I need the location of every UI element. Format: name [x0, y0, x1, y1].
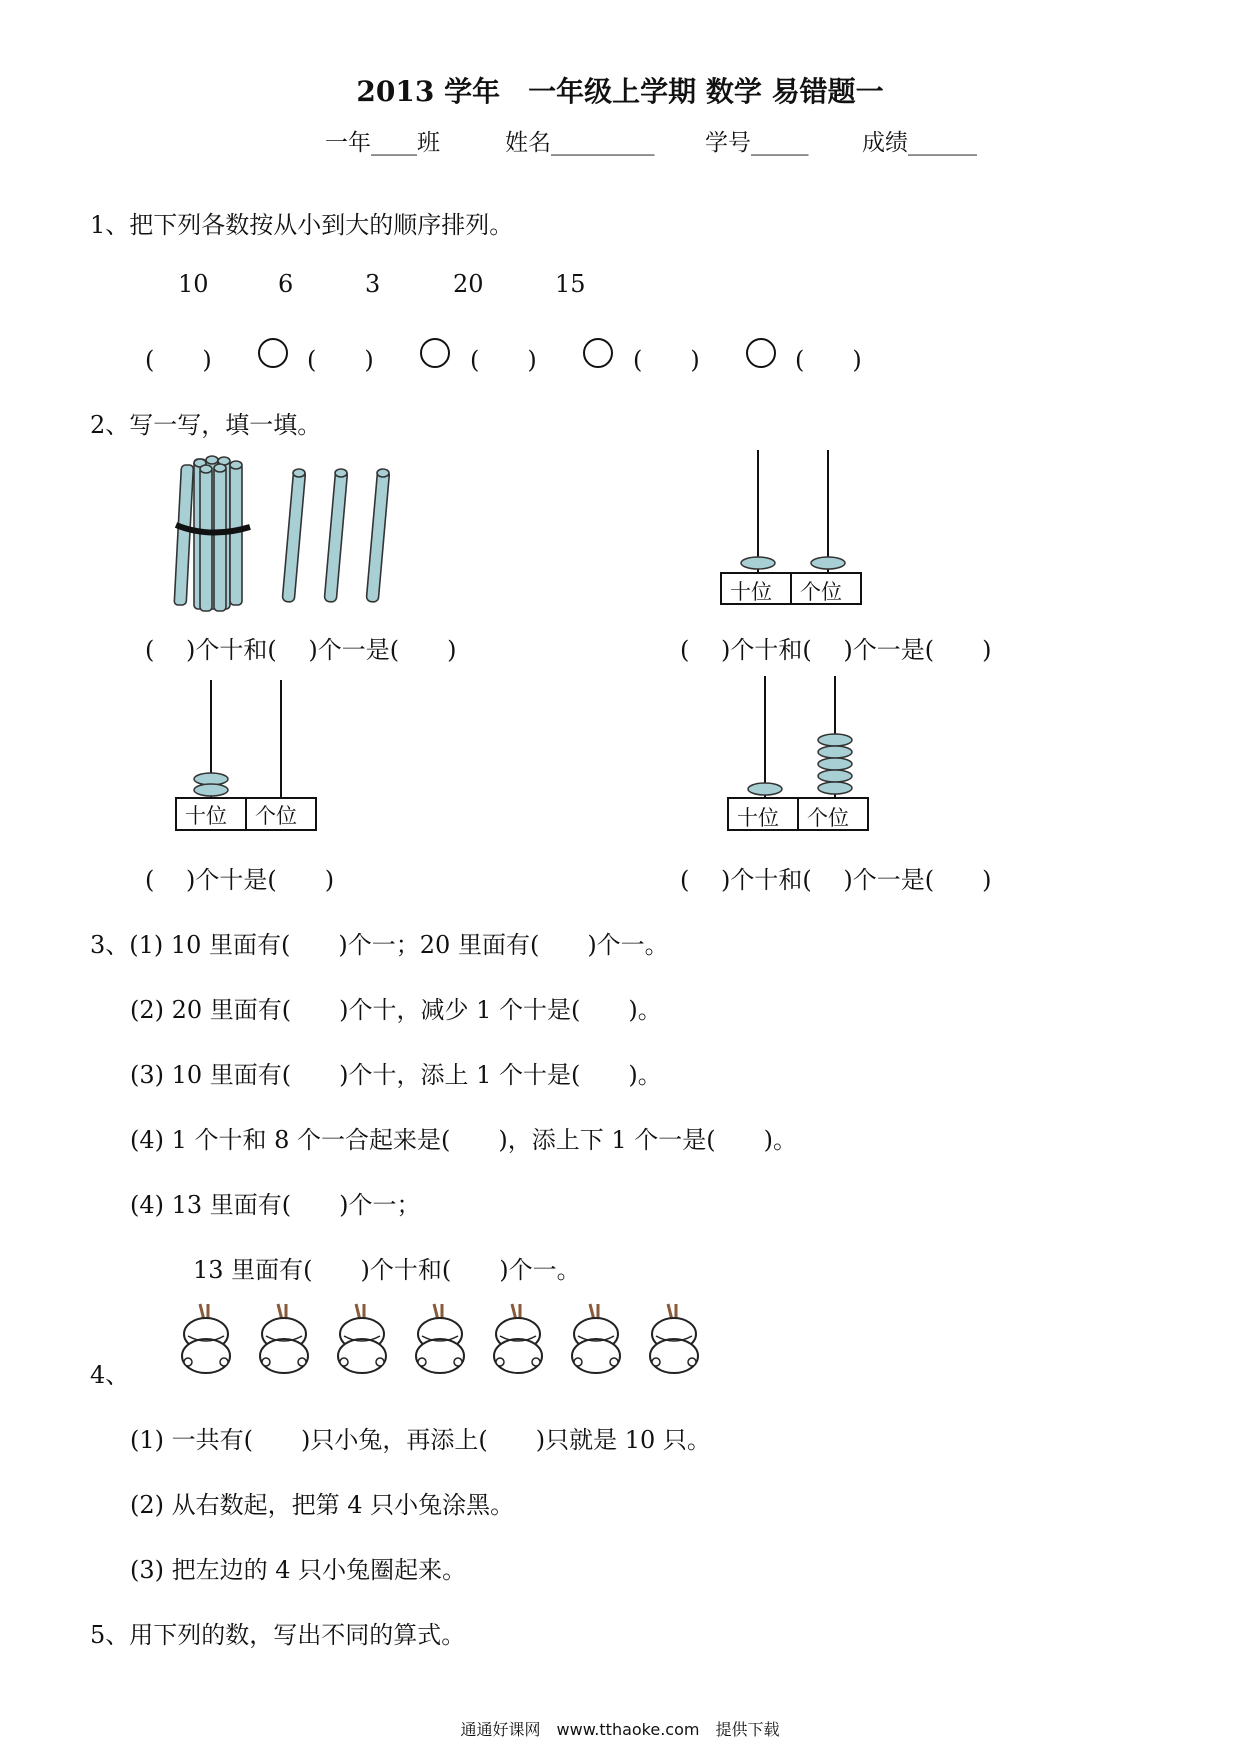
- q1-blank[interactable]: ( ): [795, 346, 862, 374]
- comparison-circle[interactable]: [583, 338, 613, 368]
- q1-number: 3: [365, 270, 381, 298]
- q1-blank[interactable]: ( ): [470, 346, 537, 374]
- class-field-label: 一年____班: [325, 130, 440, 156]
- q2-answer-line-d[interactable]: ( )个十和( )个一是( ): [680, 866, 992, 894]
- q2-prompt: 2、写一写，填一填。: [90, 411, 322, 439]
- q4-line-3: (3) 把左边的 4 只小兔圈起来。: [130, 1556, 467, 1584]
- comparison-circle[interactable]: [746, 338, 776, 368]
- q4-line-1[interactable]: (1) 一共有( )只小兔，再添上( )只就是 10 只。: [130, 1426, 711, 1454]
- q2-answer-line-b[interactable]: ( )个十和( )个一是( ): [680, 636, 992, 664]
- ones-place-label: 个位: [807, 806, 849, 830]
- q1-prompt: 1、把下列各数按从小到大的顺序排列。: [90, 211, 514, 239]
- q3-line-4[interactable]: (4) 1 个十和 8 个一合起来是( )，添上下 1 个一是( )。: [130, 1126, 798, 1154]
- tens-place-label: 十位: [730, 580, 772, 604]
- q4-number: 4、: [90, 1361, 130, 1389]
- q1-number: 6: [278, 270, 294, 298]
- q3-line-3[interactable]: (3) 10 里面有( )个十，添上 1 个十是( )。: [130, 1061, 662, 1089]
- comparison-circle[interactable]: [258, 338, 288, 368]
- q1-blank[interactable]: ( ): [633, 346, 700, 374]
- q1-blank[interactable]: ( ): [307, 346, 374, 374]
- page-title: 2013 学年 一年级上学期 数学 易错题一: [356, 75, 884, 108]
- ones-place-label: 个位: [800, 580, 842, 604]
- q2-answer-line-a[interactable]: ( )个十和( )个一是( ): [145, 636, 457, 664]
- q3-line-6[interactable]: 13 里面有( )个十和( )个一。: [193, 1256, 581, 1284]
- q5-prompt: 5、用下列的数，写出不同的算式。: [90, 1621, 466, 1649]
- q4-line-2: (2) 从右数起，把第 4 只小兔涂黑。: [130, 1491, 515, 1519]
- score-field-label: 成绩______: [862, 130, 977, 156]
- tens-place-label: 十位: [185, 804, 227, 828]
- q1-number: 10: [178, 270, 209, 298]
- tens-place-label: 十位: [737, 806, 779, 830]
- q1-blank[interactable]: ( ): [145, 346, 212, 374]
- ones-place-label: 个位: [255, 804, 297, 828]
- q1-number: 15: [555, 270, 586, 298]
- footer-credit: 通通好课网 www.tthaoke.com 提供下载: [460, 1720, 780, 1739]
- counting-sticks-illustration: [170, 455, 410, 615]
- name-field-label: 姓名_________: [505, 130, 655, 156]
- q1-number: 20: [453, 270, 484, 298]
- q2-answer-line-c[interactable]: ( )个十是( ): [145, 866, 335, 894]
- rabbits-row-illustration: [178, 1300, 718, 1380]
- student-id-field-label: 学号_____: [705, 130, 809, 156]
- comparison-circle[interactable]: [420, 338, 450, 368]
- q3-line-5[interactable]: (4) 13 里面有( )个一；: [130, 1191, 421, 1219]
- q3-line-1[interactable]: 3、(1) 10 里面有( )个一；20 里面有( )个一。: [90, 931, 669, 959]
- q3-line-2[interactable]: (2) 20 里面有( )个十，减少 1 个十是( )。: [130, 996, 662, 1024]
